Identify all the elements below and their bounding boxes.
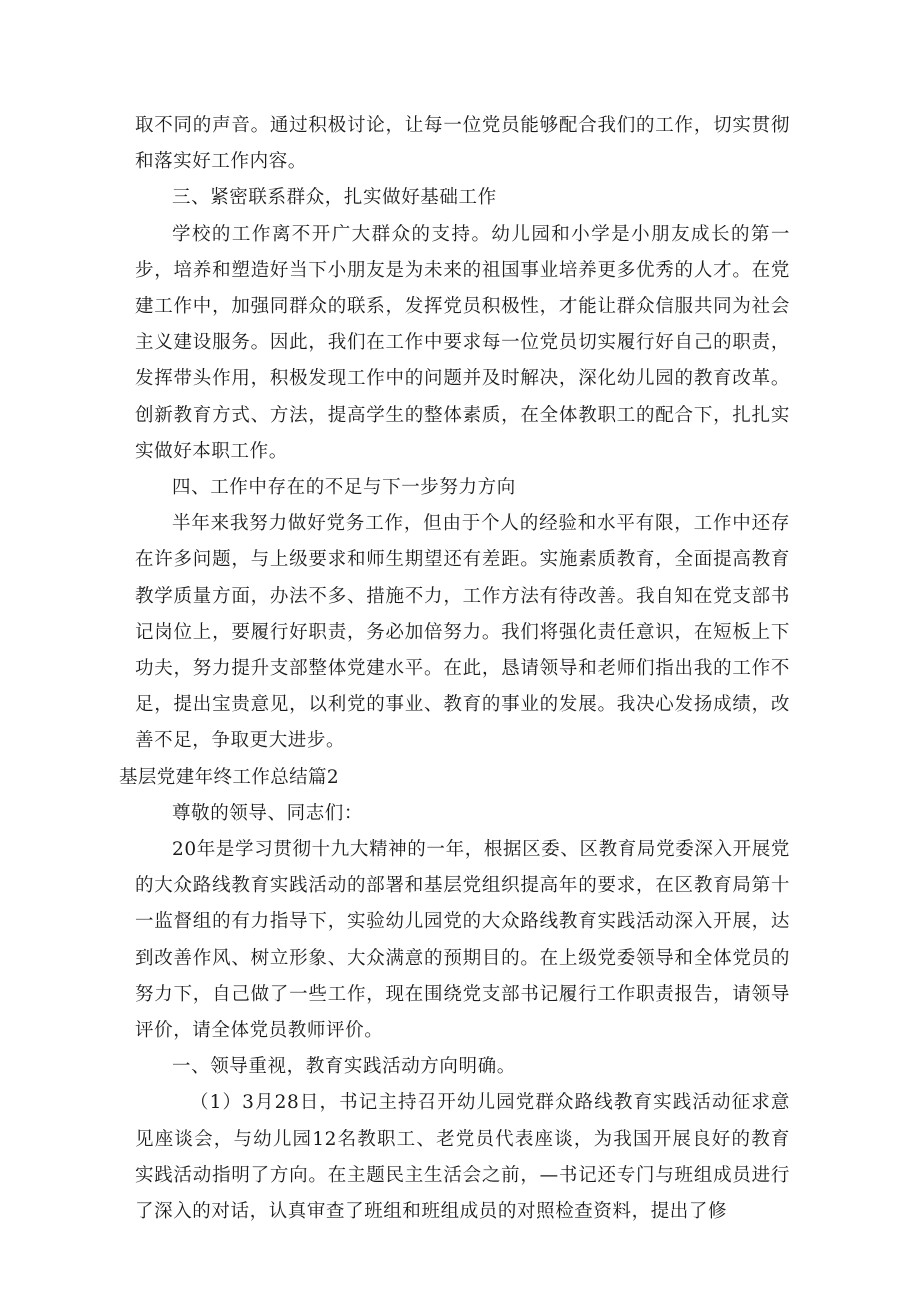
paragraph-intro: 20年是学习贯彻十九大精神的一年，根据区委、区教育局党委深入开展党的大众路线教育实践活动的部署和基层党组织提高年的要求，在区教育局第十一监督组的有力指导下，实验幼儿园党的大众路线教育实践活动深入开展，达到改善作风、树立形象、大众满意的预期目的。在上级党委领导和全体党员的努力下，自己做了一些工作，现在围绕党支部书记履行工作职责报告，请领导评价，请全体党员教师评价。 xyxy=(135,839,790,1042)
paragraph-masses: 学校的工作离不开广大群众的支持。幼儿园和小学是小朋友成长的第一步，培养和塑造好当下小朋友是为未来的祖国事业培养更多优秀的人才。在党建工作中，加强同群众的联系，发挥党员积极性，才能让群众信服共同为社会主义建设服务。因此，我们在工作中要求每一位党员切实履行好自己的职责，发挥带头作用，积极发现工作中的问题并及时解决，深化幼儿园的教育改革。创新教育方式、方法，提高学生的整体素质，在全体教职工的配合下，扎扎实实做好本职工作。 xyxy=(135,223,790,462)
document-page xyxy=(119,108,790,1230)
section-heading-3: 三、紧密联系群众，扎实做好基础工作 xyxy=(172,187,497,209)
paragraph-shortcomings: 半年来我努力做好党务工作，但由于个人的经验和水平有限，工作中还存在许多问题，与上级要求和师生期望还有差距。实施素质教育，全面提高教育教学质量方面，办法不多、措施不力，工作方法有待改善。我自知在党支部书记岗位上，要履行好职责，务必加倍努力。我们将强化责任意识，在短板上下功夫，努力提升支部整体党建水平。在此，恳请领导和老师们指出我的工作不足，提出宝贵意见，以利党的事业、教育的事业的发展。我决心发扬成绩，改善不足，争取更大进步。 xyxy=(135,513,790,752)
paragraph-item-1: （1）3月28日，书记主持召开幼儿园党群众路线教育实践活动征求意见座谈会，与幼儿园12名教职工、老党员代表座谈，为我国开展良好的教育实践活动指明了方向。在主题民主生活会之前，—书记还专门与班组成员进行了深入的对话，认真审查了班组和班组成员的对照检查资料，提出了修 xyxy=(135,1092,790,1223)
paragraph-continuation: 取不同的声音。通过积极讨论，让每一位党员能够配合我们的工作，切实贯彻和落实好工作内容。 xyxy=(135,115,790,173)
article-title-2: 基层党建年终工作总结篇2 xyxy=(119,766,340,788)
section-heading-4: 四、工作中存在的不足与下一步努力方向 xyxy=(172,477,516,499)
greeting: 尊敬的领导、同志们： xyxy=(172,802,364,824)
section-heading-1: 一、领导重视，教育实践活动方向明确。 xyxy=(172,1056,516,1078)
